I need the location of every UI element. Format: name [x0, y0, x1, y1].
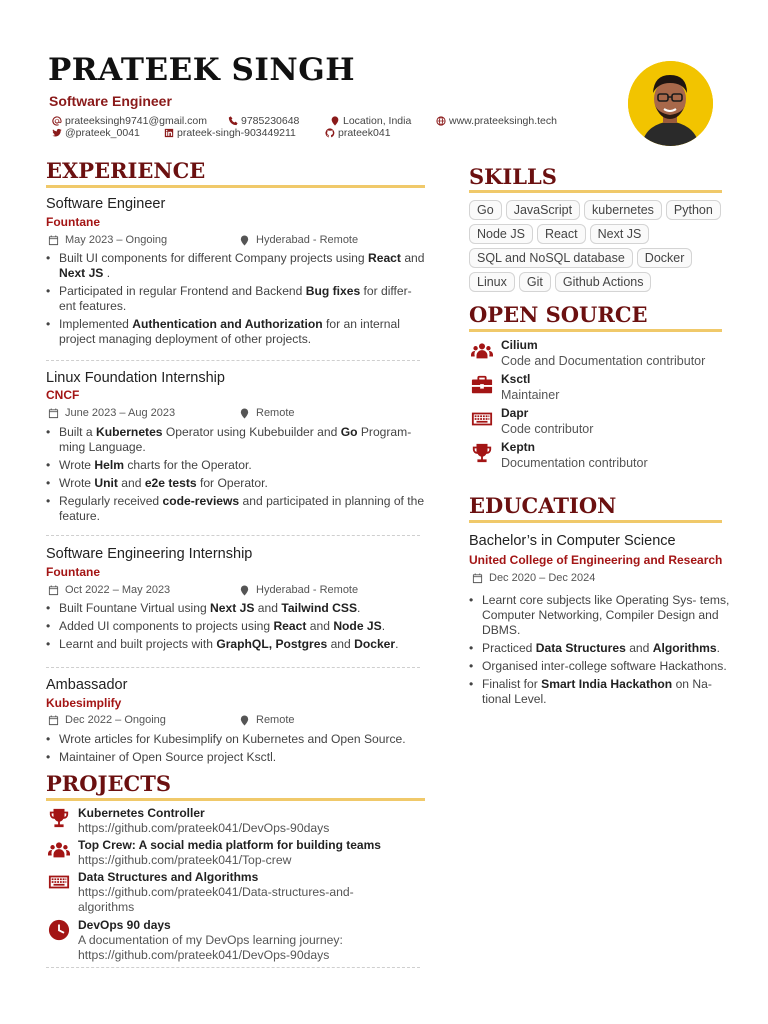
bullet-item: • Finalist for Smart India Hackathon on Na- tional Level. [469, 677, 737, 707]
school-name: United College of Engineering and Research [469, 553, 723, 567]
project-name: Ksctl [501, 372, 531, 386]
bullet-item: • Built a Kubernetes Operator using Kubebuilder and Go Program- ming Language. [46, 425, 426, 455]
twitter-contact[interactable] [52, 127, 140, 139]
bullet-item: • Participated in regular Frontend and Backend Bug fixes for differ- ent features. [46, 284, 426, 314]
location-contact [330, 115, 411, 127]
divider [46, 967, 420, 968]
bullet-item: • Organised inter-college software Hackathons. [469, 659, 737, 674]
bullet-item: • Built Fountane Virtual using Next JS and Tailwind CSS. [46, 601, 426, 616]
twitter-text: @prateek_0041 [65, 127, 140, 139]
project-link[interactable]: https://github.com/prateek041/DevOps-90days [78, 821, 330, 835]
job-title: Software Engineer [46, 196, 166, 212]
job-bullets [46, 732, 426, 768]
project-name: Dapr [501, 406, 529, 420]
skill-tag: React [537, 224, 586, 244]
job-bullets [46, 425, 426, 527]
divider [46, 535, 420, 536]
education-rule [469, 520, 722, 523]
projects-rule [46, 798, 425, 801]
experience-rule [46, 185, 425, 188]
project-name: Cilium [501, 338, 538, 352]
location-text: Location, India [343, 115, 412, 127]
skill-tag: Node JS [469, 224, 533, 244]
job-company: CNCF [46, 388, 80, 402]
skill-tag: Python [666, 200, 721, 220]
job-company: Fountane [46, 215, 100, 229]
globe-icon [436, 116, 446, 126]
open-source-item [471, 406, 593, 438]
phone-contact[interactable] [228, 115, 299, 127]
contribution-role: Code contributor [501, 422, 594, 436]
skill-tag: Next JS [590, 224, 650, 244]
calendar-icon [48, 235, 59, 246]
linkedin-icon [164, 128, 174, 138]
bullet-item: • Implemented Authentication and Authorization for an internal project managing deployment of other projects. [46, 317, 426, 347]
job-bullets [46, 601, 426, 655]
job-location: Remote [239, 714, 295, 726]
project-item[interactable] [48, 806, 428, 836]
experience-heading: EXPERIENCE [46, 158, 206, 183]
project-item[interactable] [48, 838, 428, 868]
bullet-item: • Wrote articles for Kubesimplify on Kubernetes and Open Source. [46, 732, 426, 747]
project-name: DevOps 90 days [78, 918, 171, 932]
open-source-item [471, 372, 559, 404]
project-name: Keptn [501, 440, 535, 454]
trophy-icon [48, 807, 70, 829]
projects-heading: PROJECTS [46, 771, 171, 796]
bullet-item: • Built UI components for different Company projects using React and Next JS . [46, 251, 426, 281]
open-source-item [471, 338, 705, 370]
profile-photo [628, 61, 713, 146]
github-text: prateek041 [338, 127, 391, 139]
at-icon [52, 116, 62, 126]
bullet-item: • Practiced Data Structures and Algorithms. [469, 641, 737, 656]
open-source-rule [469, 329, 722, 332]
job-location: Remote [239, 407, 295, 419]
project-description[interactable]: A documentation of my DevOps learning journey: https://github.com/prateek041/DevOps-90days [78, 933, 343, 962]
job-title: Ambassador [46, 677, 128, 693]
contribution-role: Code and Documentation contributor [501, 354, 706, 368]
twitter-icon [52, 128, 62, 138]
candidate-role: Software Engineer [49, 93, 172, 109]
project-name: Data Structures and Algorithms [78, 870, 259, 884]
briefcase-icon [471, 374, 493, 396]
phone-text: 9785230648 [241, 115, 300, 127]
skill-tag: Go [469, 200, 502, 220]
skills-rule [469, 190, 722, 193]
contribution-role: Documentation contributor [501, 456, 648, 470]
divider [46, 667, 420, 668]
skill-tag: Docker [637, 248, 693, 268]
divider [46, 360, 420, 361]
bullet-item: • Regularly received code-reviews and participated in planning of the feature. [46, 494, 426, 524]
job-location: Hyderabad - Remote [239, 584, 358, 596]
bullet-item: • Wrote Helm charts for the Operator. [46, 458, 426, 473]
calendar-icon [48, 585, 59, 596]
github-contact[interactable] [325, 127, 391, 139]
keyboard-icon [48, 871, 70, 893]
bullet-item: • Maintainer of Open Source project Ksctl. [46, 750, 426, 765]
linkedin-contact[interactable] [164, 127, 296, 139]
project-name: Top Crew: A social media platform for building teams [78, 838, 381, 852]
location-pin-icon [330, 116, 340, 126]
phone-icon [228, 116, 238, 126]
bullet-item: • Wrote Unit and e2e tests for Operator. [46, 476, 426, 491]
education-date: Dec 2020 – Dec 2024 [472, 572, 595, 584]
website-text: www.prateeksingh.tech [449, 115, 557, 127]
bullet-item: • Learnt and built projects with GraphQL, Postgres and Docker. [46, 637, 426, 652]
location-pin-icon [239, 585, 250, 596]
website-contact[interactable] [436, 115, 557, 127]
job-date: Oct 2022 – May 2023 [48, 584, 170, 596]
users-icon [471, 340, 493, 362]
skill-tag: Linux [469, 272, 515, 292]
trophy-icon [471, 442, 493, 464]
job-date: May 2023 – Ongoing [48, 234, 167, 246]
skill-tag: Git [519, 272, 551, 292]
project-link[interactable]: https://github.com/prateek041/Data-structures-and- algorithms [78, 885, 354, 914]
location-pin-icon [239, 715, 250, 726]
avatar-illustration [628, 61, 713, 146]
email-contact[interactable] [52, 115, 207, 127]
location-pin-icon [239, 235, 250, 246]
degree-title: Bachelor’s in Computer Science [469, 533, 676, 549]
skill-tag: JavaScript [506, 200, 580, 220]
job-date: Dec 2022 – Ongoing [48, 714, 166, 726]
bullet-item: • Learnt core subjects like Operating Sys- tems, Computer Networking, Compiler Design and DBMS. [469, 593, 737, 638]
job-bullets [46, 251, 426, 350]
skills-heading: SKILLS [469, 164, 557, 189]
calendar-icon [472, 573, 483, 584]
clock-icon [48, 919, 70, 941]
job-company: Fountane [46, 565, 100, 579]
bullet-item: • Added UI components to projects using React and Node JS. [46, 619, 426, 634]
email-text: prateeksingh9741@gmail.com [65, 115, 207, 127]
job-title: Linux Foundation Internship [46, 370, 225, 386]
keyboard-icon [471, 408, 493, 430]
project-name: Kubernetes Controller [78, 806, 205, 820]
candidate-name: PRATEEK SINGH [48, 52, 355, 88]
project-item[interactable] [48, 870, 388, 915]
job-date: June 2023 – Aug 2023 [48, 407, 175, 419]
open-source-heading: OPEN SOURCE [469, 302, 648, 327]
calendar-icon [48, 715, 59, 726]
skill-tag: Github Actions [555, 272, 652, 292]
skill-tag: SQL and NoSQL database [469, 248, 633, 268]
skill-tag-list [469, 200, 734, 292]
education-heading: EDUCATION [469, 493, 617, 518]
users-icon [48, 839, 70, 861]
project-item[interactable] [48, 918, 378, 963]
github-icon [325, 128, 335, 138]
job-title: Software Engineering Internship [46, 546, 253, 562]
job-location: Hyderabad - Remote [239, 234, 358, 246]
contribution-role: Maintainer [501, 388, 560, 402]
project-link[interactable]: https://github.com/prateek041/Top-crew [78, 853, 292, 867]
job-company: Kubesimplify [46, 696, 122, 710]
location-pin-icon [239, 408, 250, 419]
linkedin-text: prateek-singh-903449211 [177, 127, 296, 139]
calendar-icon [48, 408, 59, 419]
education-bullets [469, 593, 737, 710]
skill-tag: kubernetes [584, 200, 662, 220]
open-source-item [471, 440, 648, 472]
